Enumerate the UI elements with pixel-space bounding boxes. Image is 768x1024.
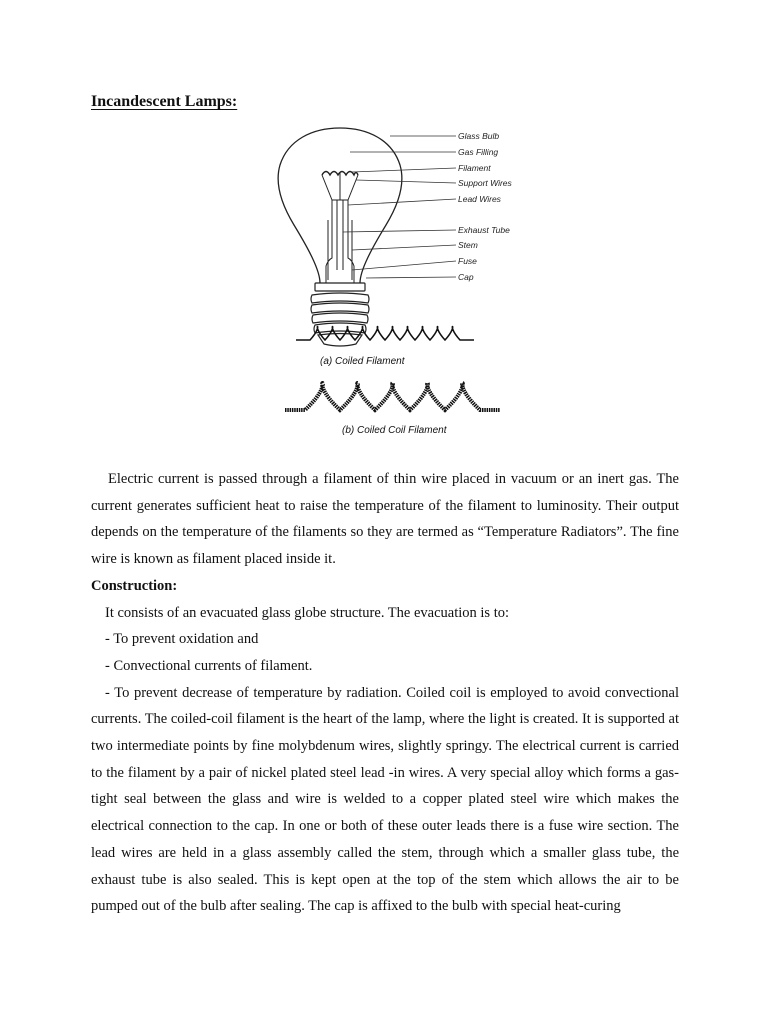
label-cap: Cap	[458, 272, 474, 282]
page-title: Incandescent Lamps:	[91, 93, 238, 110]
list-item-convection: - Convectional currents of filament.	[105, 657, 313, 674]
glass-bulb-outline	[278, 128, 402, 283]
intro-paragraph: Electric current is passed through a filament of thin wire placed in vacuum or an inert gas. The current generates sufficient heat to raise the temperature of the filament to luminosity. Their output depends on the temperature of the filaments so they are termed as “Temperature Radiators”. The fine wire is known as filament placed inside it.	[91, 471, 679, 568]
figure-leaders	[343, 136, 456, 278]
label-lead-wires: Lead Wires	[458, 194, 501, 204]
label-gas-filling: Gas Filling	[458, 147, 499, 157]
label-glass-bulb: Glass Bulb	[458, 131, 500, 141]
label-stem: Stem	[458, 240, 478, 250]
lamp-figure	[260, 120, 560, 450]
coiled-coil-filament-drawing	[285, 383, 500, 410]
construction-details-paragraph: - To prevent decrease of temperature by radiation. Coiled coil is employed to avoid convectional currents. The coiled-coil filament is the heart of the lamp, where the light is created. It is supported at two intermediate points by fine molybdenum wires, slightly springy. The electrical current is carried to the filament by a pair of nickel plated steel lead -in wires. A very special alloy which forms a gas-tight seal between the glass and wire is welded to a copper plated steel wire which makes the electrical connection to the cap. In one or both of these outer leads there is a fuse wire section. The lead wires are held in a glass assembly called the stem, through which a smaller glass tube, the exhaust tube is also sealed. This is kept open at the top of the stem which allows the air to be pumped out of the bulb after sealing. The cap is affixed to the bulb with special heat-curing	[91, 684, 679, 915]
lamp-diagram	[260, 120, 560, 450]
lamp-internals	[322, 172, 358, 284]
label-exhaust-tube: Exhaust Tube	[458, 225, 510, 235]
lamp-cap	[311, 283, 369, 346]
label-filament: Filament	[458, 163, 491, 173]
label-fuse: Fuse	[458, 256, 477, 266]
construction-heading: Construction:	[91, 577, 178, 594]
document-body	[91, 466, 679, 920]
coiled-filament-drawing	[296, 327, 474, 341]
caption-coiled-coil-filament: (b) Coiled Coil Filament	[342, 425, 447, 436]
list-item-oxidation: - To prevent oxidation and	[105, 631, 259, 648]
caption-coiled-filament: (a) Coiled Filament	[320, 356, 405, 367]
figure-labels	[458, 131, 513, 282]
label-support-wires: Support Wires	[458, 178, 512, 188]
construction-intro: It consists of an evacuated glass globe structure. The evacuation is to:	[105, 604, 510, 621]
